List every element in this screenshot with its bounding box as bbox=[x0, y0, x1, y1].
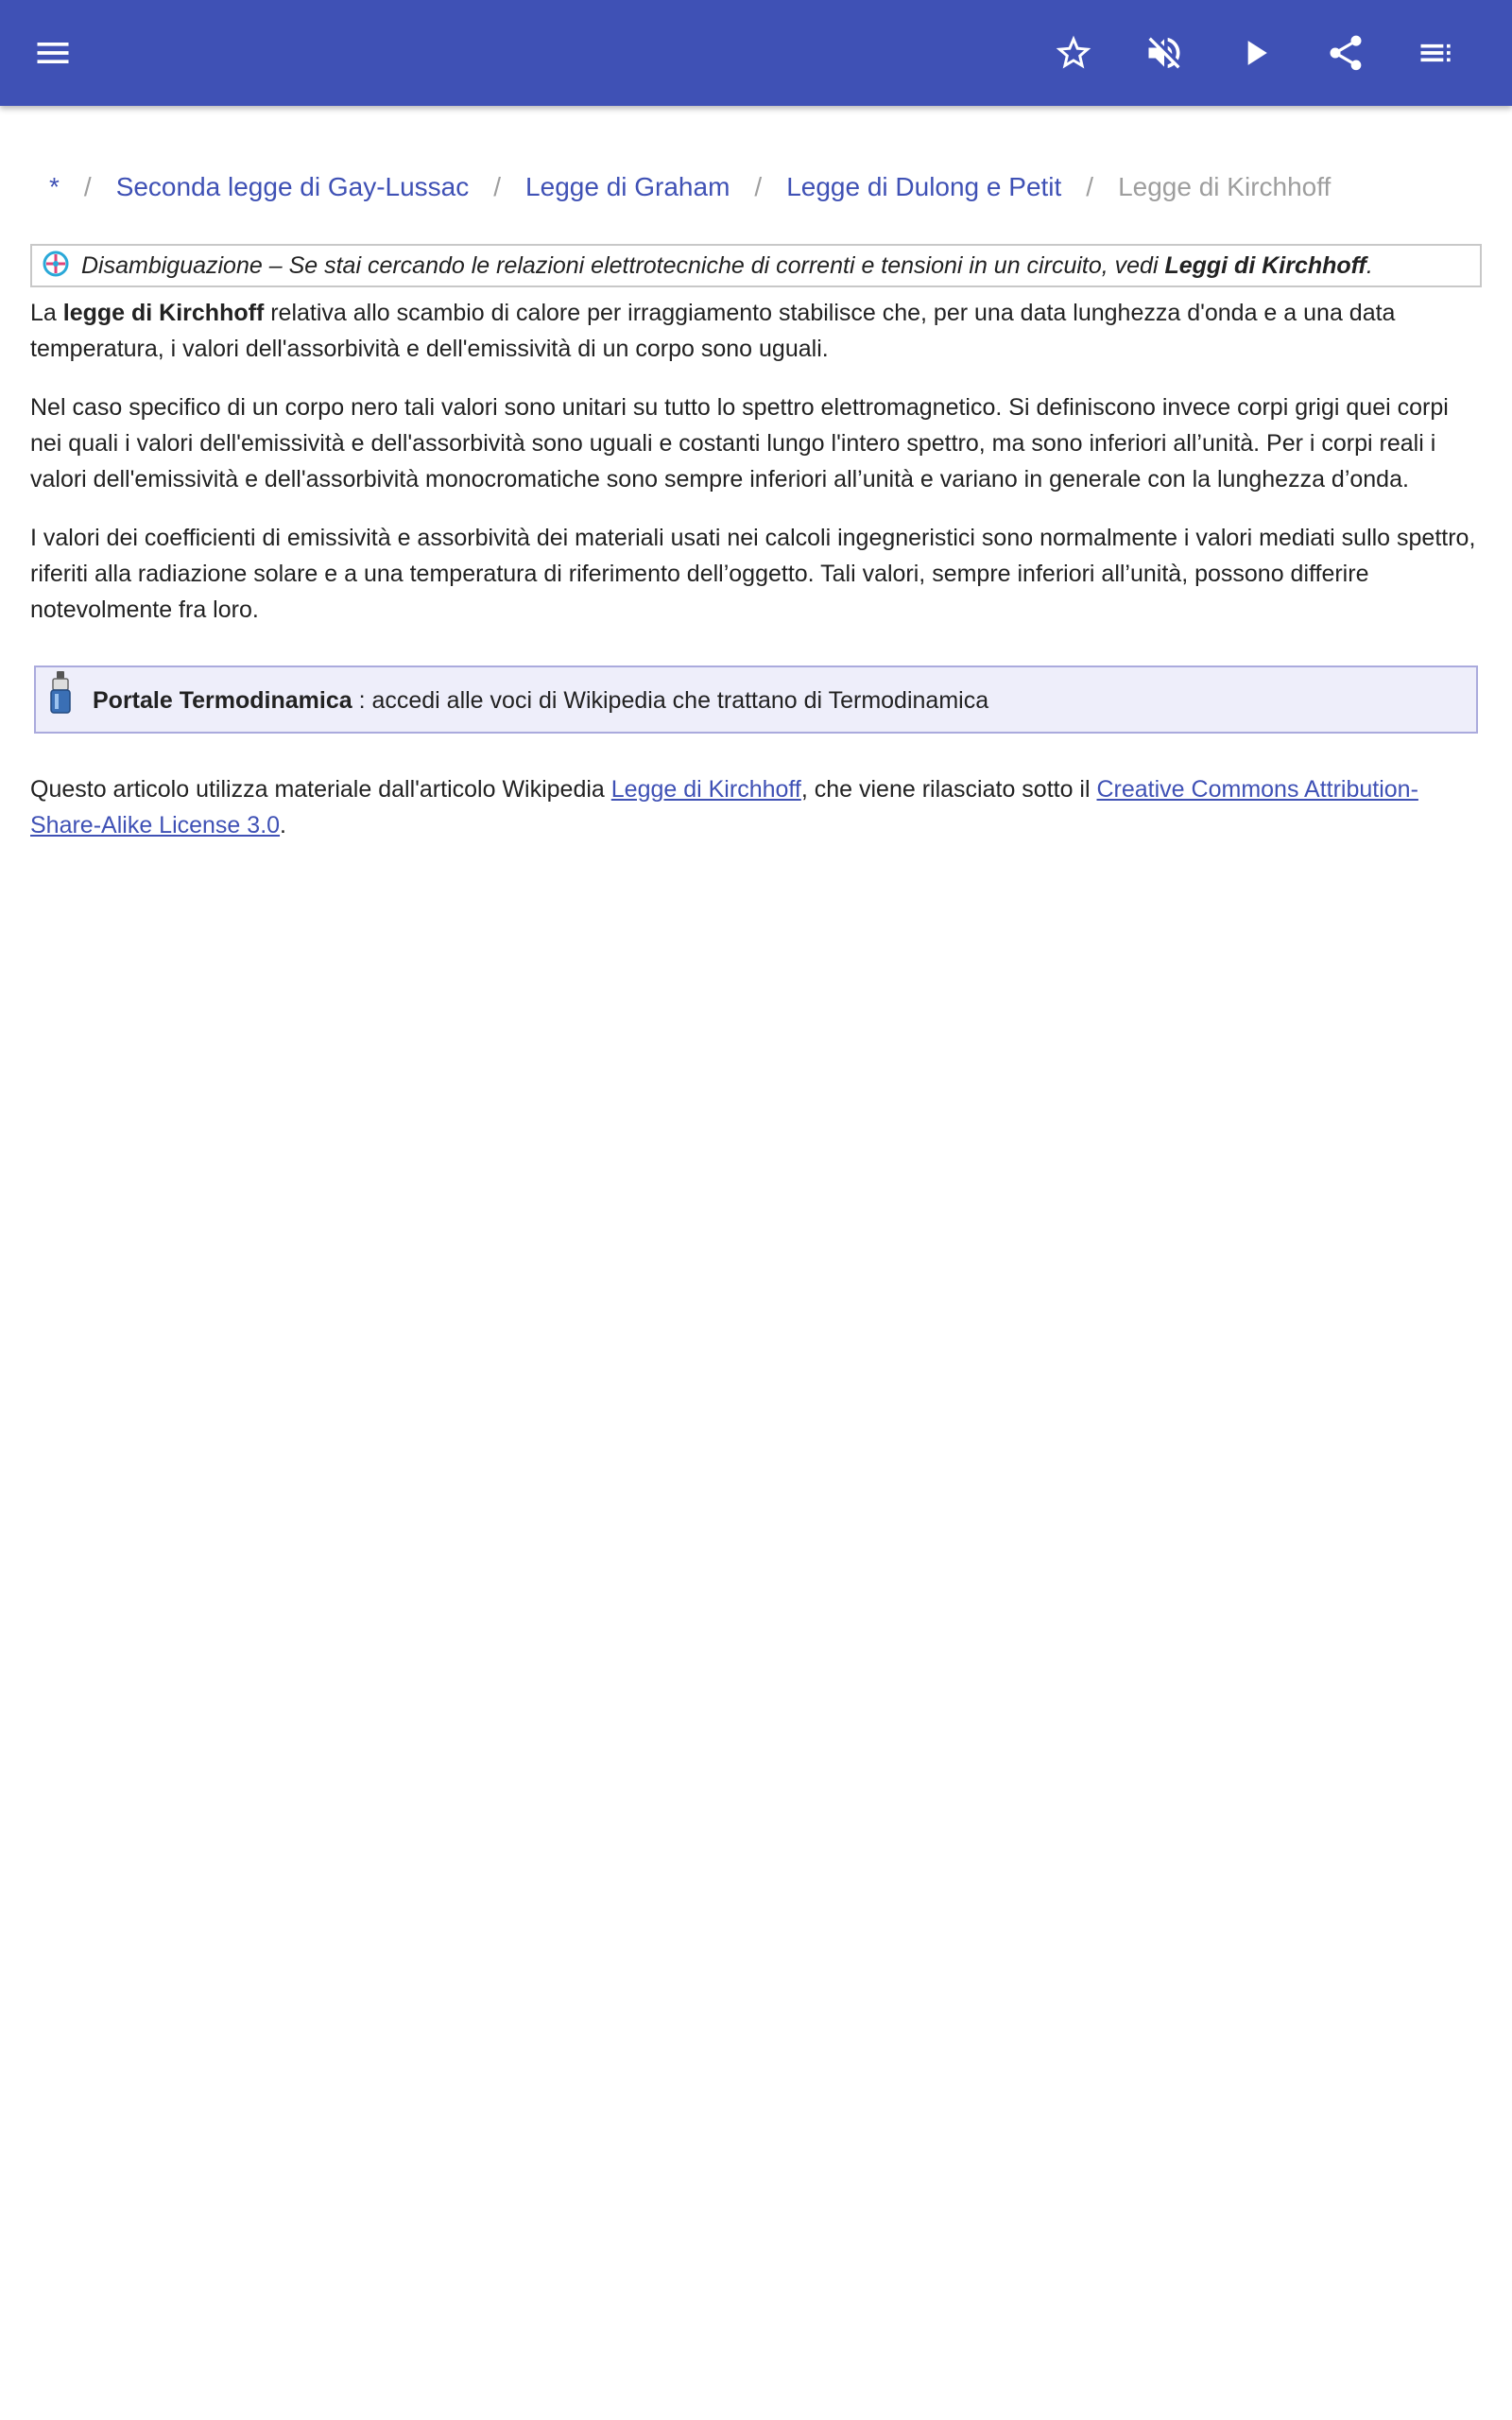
license-link[interactable]: Creative Commons Attribution-Share-Alike License 3.0 bbox=[30, 776, 1418, 838]
breadcrumb-separator: / bbox=[1086, 172, 1094, 201]
intro-before: La bbox=[30, 300, 63, 326]
breadcrumb-item-gay-lussac[interactable]: Seconda legge di Gay-Lussac bbox=[115, 172, 470, 201]
intro-after: relativa allo scambio di calore per irraggiamento stabilisce che, per una data lunghezza d'onda e a una data temperatura, i valori dell'assorbività e dell'emissività di un corpo sono uguali. bbox=[30, 300, 1396, 362]
playlist-icon[interactable] bbox=[1406, 23, 1467, 83]
paragraph-black-body: Nel caso specifico di un corpo nero tali valori sono unitari su tutto lo spettro elettromagnetico. Si definiscono invece corpi grigi quei corpi nei quali i valori dell'emissività e dell'assorbività sono uguali e costanti lungo l'intero spettro, ma sono inferiori all’unità. Per i corpi reali i valori dell'emissività e dell'assorbività monocromatiche sono sempre inferiori all’unità e variano in generale con la lunghezza d’onda. bbox=[30, 394, 1449, 493]
menu-icon[interactable] bbox=[23, 23, 83, 83]
breadcrumb-separator: / bbox=[754, 172, 763, 201]
disambiguation-prefix: Disambiguazione – Se stai cercando le relazioni elettrotecniche di correnti e tensioni in un circuito, vedi bbox=[81, 252, 1165, 279]
disambiguation-target-link[interactable]: Leggi di Kirchhoff bbox=[1164, 252, 1366, 279]
source-article-link[interactable]: Legge di Kirchhoff bbox=[610, 776, 801, 803]
disambiguation-notice bbox=[30, 244, 1482, 287]
disambiguation-icon bbox=[42, 250, 70, 278]
play-icon[interactable] bbox=[1225, 23, 1285, 83]
breadcrumb-item-dulong-petit[interactable]: Legge di Dulong e Petit bbox=[786, 172, 1062, 201]
breadcrumb bbox=[49, 168, 1331, 206]
star-outline-icon[interactable] bbox=[1043, 23, 1104, 83]
attribution-before: Questo articolo utilizza materiale dall'articolo Wikipedia bbox=[30, 776, 611, 803]
portal-title[interactable]: Portale Termodinamica bbox=[93, 687, 352, 714]
breadcrumb-item-graham[interactable]: Legge di Graham bbox=[525, 172, 730, 201]
share-icon[interactable] bbox=[1315, 23, 1376, 83]
portal-box bbox=[34, 666, 1478, 734]
breadcrumb-item-home[interactable]: * bbox=[49, 172, 60, 201]
volume-off-icon[interactable] bbox=[1134, 23, 1194, 83]
app-bar bbox=[0, 0, 1512, 106]
attribution-after: . bbox=[280, 812, 286, 838]
paragraph-coefficients: I valori dei coefficienti di emissività e assorbività dei materiali usati nei calcoli ingegneristici sono normalmente i valori mediati sullo spettro, riferiti alla radiazione solare e a una temperatura di riferimento dell’oggetto. Tali valori, sempre inferiori all’unità, possono differire notevolmente fra loro. bbox=[30, 525, 1476, 623]
breadcrumb-separator: / bbox=[83, 172, 92, 201]
breadcrumb-separator: / bbox=[493, 172, 502, 201]
paragraph-intro bbox=[30, 295, 1482, 367]
breadcrumb-current: Legge di Kirchhoff bbox=[1118, 172, 1332, 201]
article-content bbox=[30, 244, 1482, 866]
intro-bold-term: legge di Kirchhoff bbox=[62, 300, 265, 326]
portal-text: : accedi alle voci di Wikipedia che trattano di Termodinamica bbox=[352, 687, 989, 714]
disambiguation-suffix: . bbox=[1366, 252, 1373, 279]
attribution bbox=[30, 771, 1482, 843]
thermos-icon bbox=[45, 669, 76, 717]
attribution-middle: , che viene rilasciato sotto il bbox=[800, 776, 1097, 803]
